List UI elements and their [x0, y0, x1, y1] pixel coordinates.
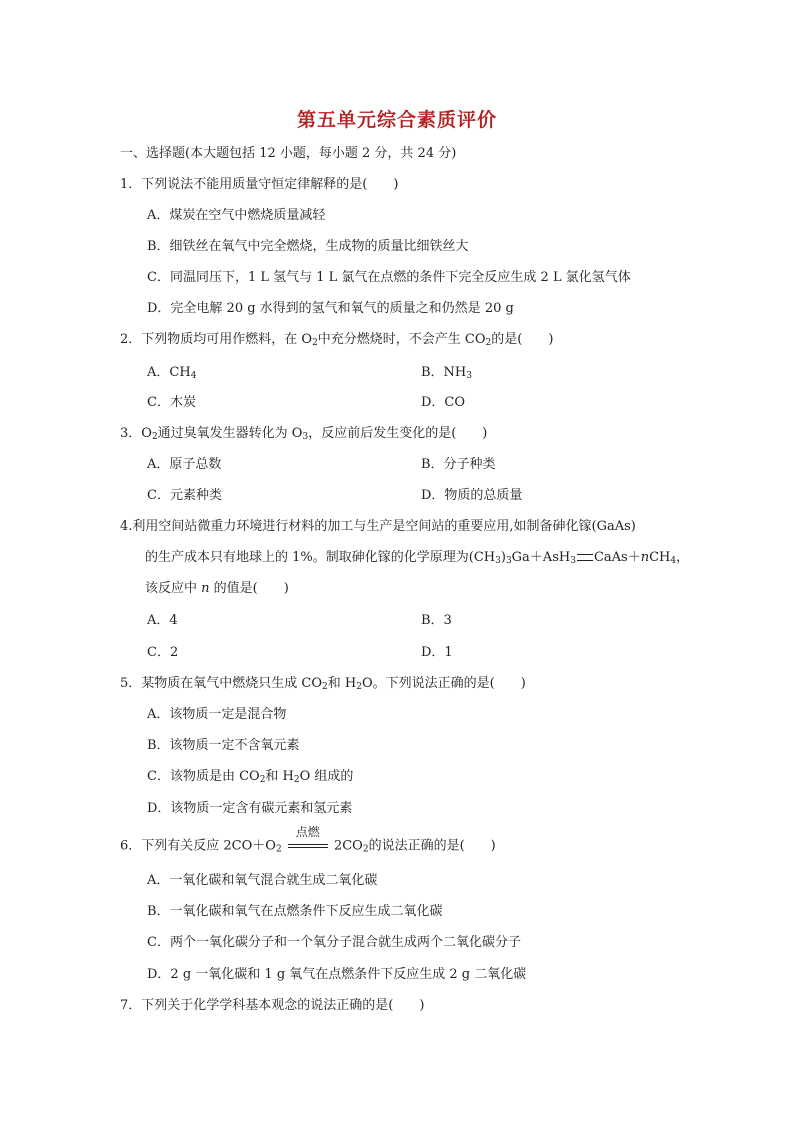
question-3-option-b: B．分子种类 — [421, 457, 496, 472]
question-6-option-a: A．一氧化碳和氧气混合就生成二氧化碳 — [147, 873, 378, 888]
question-6-option-c: C．两个一氧化碳分子和一个氧分子混合就生成两个二氧化碳分子 — [147, 935, 521, 950]
question-3-option-a: A．原子总数 — [147, 457, 222, 472]
question-3-option-c: C．元素种类 — [147, 488, 222, 503]
question-4-option-b: B．3 — [421, 613, 452, 628]
question-1-option-d: D．完全电解 20 g 水得到的氢气和氧气的质量之和仍然是 20 g — [147, 301, 514, 316]
question-5-option-c: C．该物质是由 $CO_2$和 $H_2O$ 组成的 — [147, 769, 354, 785]
section-heading: 一、选择题(本大题包括 12 小题，每小题 2 分，共 24 分) — [120, 146, 457, 161]
question-2-option-b: B．$NH_3$ — [421, 365, 472, 381]
question-1-option-b: B．细铁丝在氧气中完全燃烧，生成物的质量比细铁丝大 — [147, 239, 469, 254]
question-4-line-1: 4.利用空间站微重力环境进行材料的加工与生产是空间站的重要应用,如制备砷化镓(GaAs) — [120, 519, 636, 534]
question-5-stem: 5．某物质在氧气中燃烧只生成 $CO_2$和 $H_2O$。下列说法正确的是( ) — [120, 676, 526, 692]
question-1-option-c: C．同温同压下，1 L 氢气与 1 L 氯气在点燃的条件下完全反应生成 2 L 氯化氢气体 — [147, 270, 631, 285]
question-4-line-2: 的生产成本只有地球上的 1%。制取砷化镓的化学原理为$(CH_3)_3Ga+AsH_3$ CaAs＋nCH$_4$， — [145, 550, 690, 566]
question-4-option-c: C．2 — [147, 645, 179, 660]
question-3-stem: 3．$O_2$通过臭氧发生器转化为 $O_3$，反应前后发生变化的是( ) — [120, 426, 488, 442]
question-1-option-a: A．煤炭在空气中燃烧质量减轻 — [147, 208, 326, 223]
question-2-stem: 2．下列物质均可用作燃料，在 $O_2$中充分燃烧时，不会产生 $CO_2$的是( ) — [120, 332, 554, 348]
question-6-option-b: B．一氧化碳和氧气在点燃条件下反应生成二氧化碳 — [147, 904, 443, 919]
question-6-stem: 6．下列有关反应 $2CO+O_2$ 点燃 $2CO_2$的说法正确的是( ) — [120, 825, 496, 855]
reaction-condition-arrow: 点燃 — [286, 837, 330, 855]
question-4-line-3: 该反应中 n 的值是( ) — [145, 581, 289, 596]
question-6-option-d: D．2 g 一氧化碳和 1 g 氧气在点燃条件下反应生成 2 g 二氧化碳 — [147, 967, 527, 982]
question-2-option-d: D．CO — [421, 395, 466, 410]
question-5-option-a: A．该物质一定是混合物 — [147, 707, 287, 722]
page-title: 第五单元综合素质评价 — [296, 109, 497, 131]
question-5-option-b: B．该物质一定不含氧元素 — [147, 738, 300, 753]
question-3-option-d: D．物质的总质量 — [421, 488, 523, 503]
question-2-option-a: A．$CH_4$ — [147, 365, 197, 381]
question-1-stem: 1．下列说法不能用质量守恒定律解释的是( ) — [120, 177, 399, 192]
reaction-equals-sign — [577, 554, 593, 561]
question-5-option-d: D．该物质一定含有碳元素和氢元素 — [147, 801, 353, 816]
question-4-option-d: D．1 — [421, 645, 453, 660]
question-2-option-c: C．木炭 — [147, 395, 196, 410]
question-4-option-a: A．4 — [147, 613, 178, 628]
question-7-stem: 7．下列关于化学学科基本观念的说法正确的是( ) — [120, 998, 425, 1013]
